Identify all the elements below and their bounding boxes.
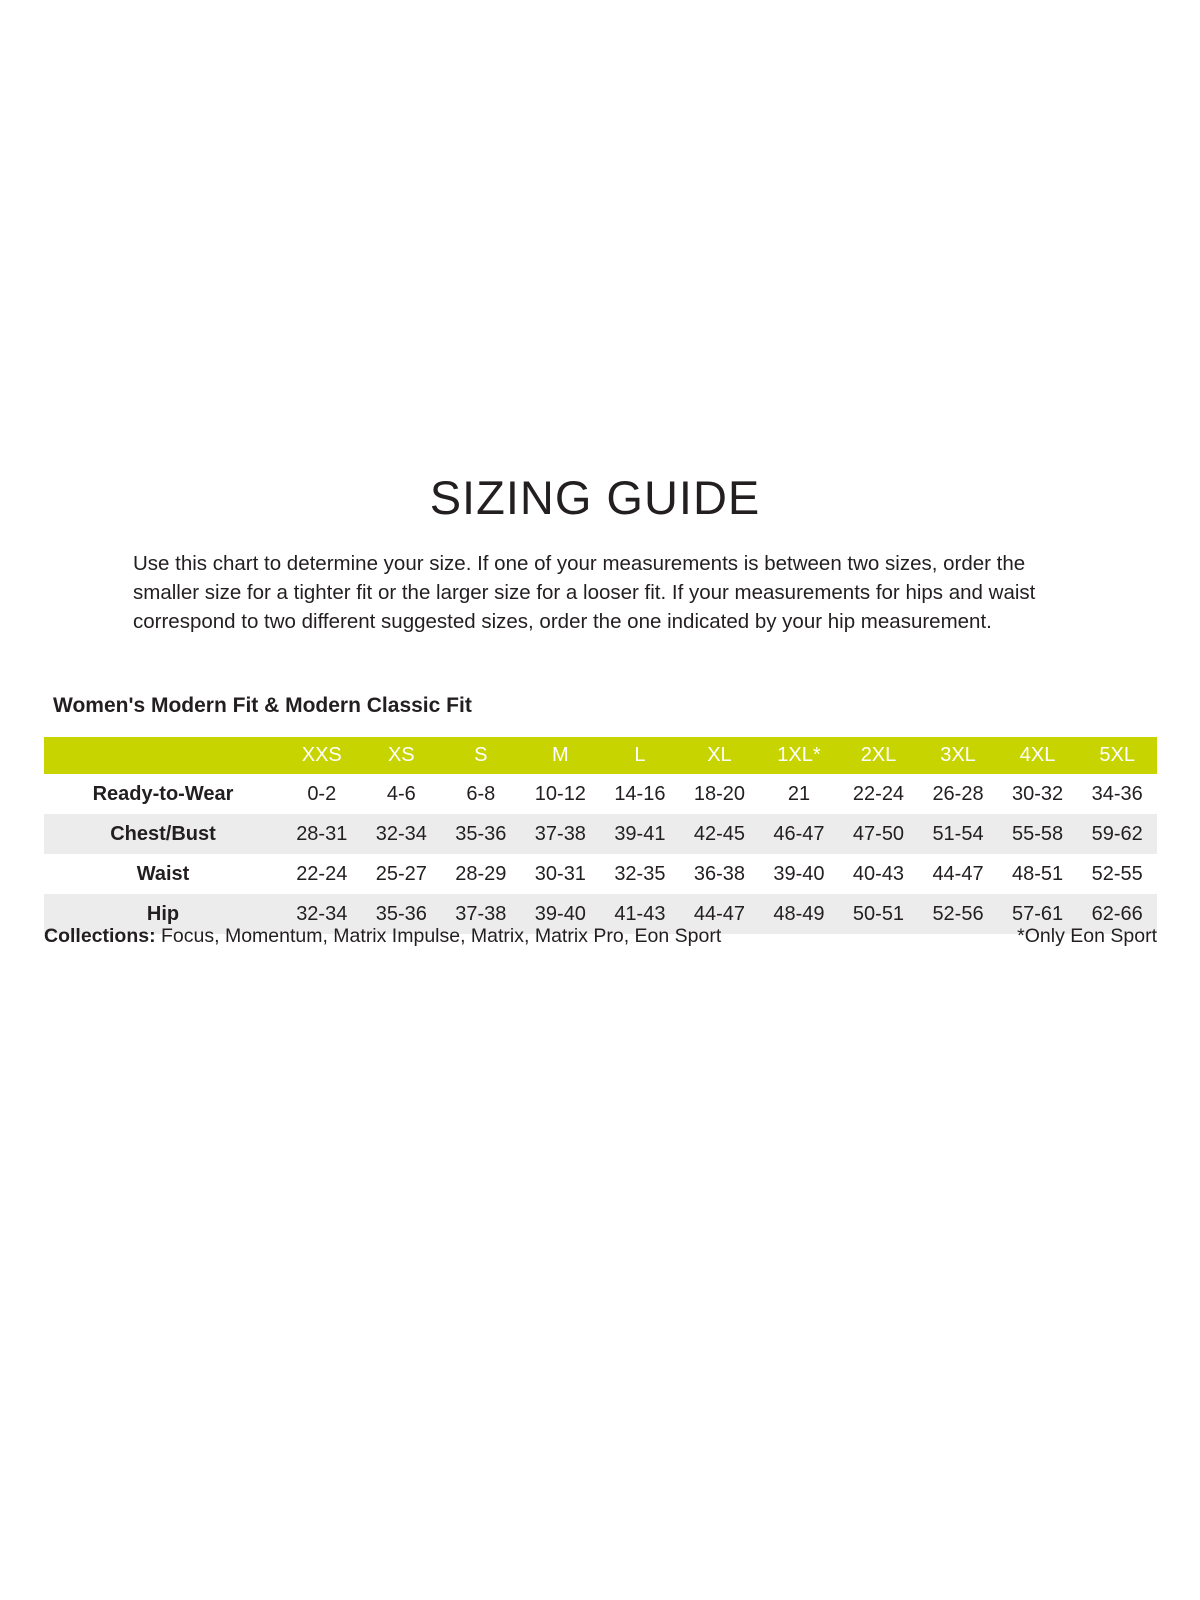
size-cell: 21 <box>787 782 811 805</box>
size-cell: 39-41 <box>614 822 666 845</box>
size-column-header: XXS <box>282 737 362 774</box>
collections-label: Collections: <box>44 925 156 947</box>
size-cell: 35-36 <box>455 822 507 845</box>
size-column-header: L <box>600 737 680 774</box>
size-cell: 39-40 <box>534 902 586 925</box>
size-cell: 37-38 <box>455 902 507 925</box>
row-label: Hip <box>146 902 180 925</box>
size-cell: 42-45 <box>693 822 745 845</box>
collections-value: Focus, Momentum, Matrix Impulse, Matrix, Matrix Pro, Eon Sport <box>155 925 722 947</box>
size-cell: 52-56 <box>932 902 984 925</box>
size-cell: 0-2 <box>307 782 337 805</box>
table-footer <box>44 925 1157 948</box>
size-cell: 4-6 <box>386 782 416 805</box>
size-cell: 36-38 <box>693 862 745 885</box>
table-row <box>44 814 1157 854</box>
intro-paragraph: Use this chart to determine your size. If one of your measurements is between two sizes, order the smaller size for a tighter fit or the larger size for a looser fit. If your measurements for hips and waist correspond to two different suggested sizes, order the one indicated by your hip measurement. <box>133 552 1036 633</box>
size-cell: 50-51 <box>852 902 905 925</box>
size-column-header: 3XL <box>918 737 998 774</box>
size-column-header: XL <box>680 737 760 774</box>
size-cell: 28-31 <box>296 822 348 845</box>
size-cell: 6-8 <box>466 782 496 805</box>
size-column-header: XS <box>362 737 442 774</box>
section-title: Women's Modern Fit & Modern Classic Fit <box>53 694 472 717</box>
footnote: *Only Eon Sport <box>1017 925 1157 947</box>
size-cell: 30-31 <box>534 862 586 885</box>
size-cell: 48-51 <box>1011 862 1064 885</box>
size-table-header <box>44 737 1157 774</box>
size-cell: 44-47 <box>693 902 745 925</box>
size-cell: 22-24 <box>296 862 348 885</box>
size-column-header: 4XL <box>998 737 1078 774</box>
row-label: Ready-to-Wear <box>92 782 234 805</box>
size-cell: 18-20 <box>693 782 745 805</box>
size-cell: 10-12 <box>534 782 586 805</box>
size-cell: 30-32 <box>1011 782 1064 805</box>
size-cell: 32-35 <box>614 862 666 885</box>
row-label: Waist <box>136 862 190 885</box>
size-cell: 32-34 <box>296 902 348 925</box>
size-column-header: 1XL* <box>759 737 839 774</box>
size-column-header: S <box>441 737 521 774</box>
size-cell: 39-40 <box>773 862 825 885</box>
table-row <box>44 774 1157 814</box>
size-cell: 46-47 <box>773 822 825 845</box>
size-cell: 28-29 <box>455 862 507 885</box>
size-cell: 37-38 <box>534 822 586 845</box>
size-cell: 34-36 <box>1091 782 1143 805</box>
page-title: SIZING GUIDE <box>429 471 761 524</box>
size-column-header: 5XL <box>1077 737 1157 774</box>
size-cell: 44-47 <box>932 862 984 885</box>
size-cell: 59-62 <box>1091 822 1143 845</box>
size-cell: 52-55 <box>1091 862 1143 885</box>
size-table <box>44 737 1157 934</box>
size-cell: 22-24 <box>852 782 905 805</box>
size-table-body <box>44 774 1157 934</box>
size-cell: 32-34 <box>375 822 427 845</box>
size-cell: 51-54 <box>932 822 984 845</box>
size-cell: 25-27 <box>375 862 427 885</box>
size-cell: 62-66 <box>1091 902 1143 925</box>
size-cell: 14-16 <box>614 782 666 805</box>
table-row <box>44 854 1157 894</box>
collections-line <box>44 925 721 948</box>
size-header-row <box>44 737 1157 774</box>
size-cell: 48-49 <box>773 902 825 925</box>
size-column-header: 2XL <box>839 737 919 774</box>
row-label: Chest/Bust <box>110 822 216 845</box>
size-cell: 35-36 <box>375 902 427 925</box>
size-cell: 57-61 <box>1011 902 1064 925</box>
empty-corner-cell <box>44 737 282 774</box>
size-cell: 40-43 <box>852 862 905 885</box>
size-cell: 41-43 <box>614 902 666 925</box>
size-cell: 26-28 <box>932 782 984 805</box>
size-cell: 55-58 <box>1011 822 1064 845</box>
size-cell: 47-50 <box>852 822 905 845</box>
size-column-header: M <box>521 737 601 774</box>
